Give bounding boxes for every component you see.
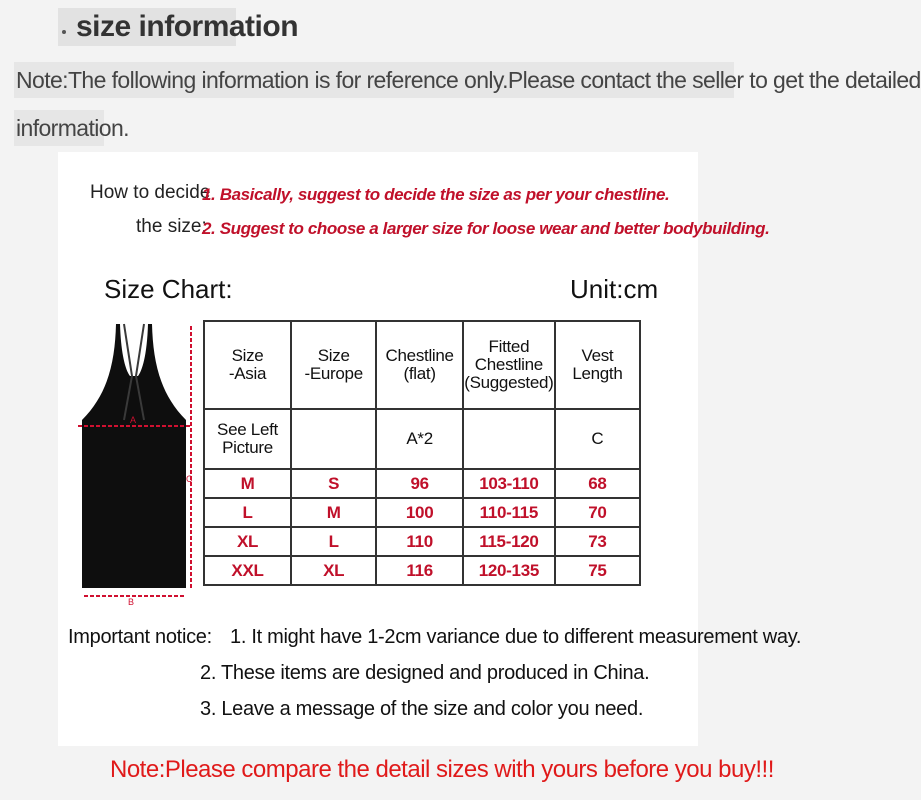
decide-label: How to decide (90, 182, 211, 203)
size-table (203, 320, 641, 586)
unit-label: Unit:cm (570, 274, 659, 304)
notice-item-2: 2. These items are designed and produced in China. (200, 662, 650, 684)
reference-note-line-1: Note:The following information is for reference only.Please contact the seller to get the detailed (16, 67, 921, 93)
bullet-icon (62, 30, 66, 34)
page-title: size information (76, 10, 299, 43)
table-cell: 73 (555, 527, 640, 556)
header-chestline: Chestline (flat) (376, 321, 463, 409)
table-cell: 100 (376, 498, 463, 527)
measure-letter-c: C (186, 474, 193, 484)
notice-item-1: 1. It might have 1-2cm variance due to different measurement way. (230, 626, 802, 648)
table-cell: 115-120 (463, 527, 555, 556)
tank-top-silhouette (82, 324, 186, 588)
notice-item-3: 3. Leave a message of the size and color you need. (200, 698, 644, 720)
measure-letter-b: B (128, 597, 135, 607)
table-cell: XL (204, 527, 291, 556)
table-row (204, 469, 640, 498)
table-header-row (204, 321, 640, 409)
table-cell: 75 (555, 556, 640, 585)
table-cell: A*2 (376, 409, 463, 469)
table-cell: M (291, 498, 376, 527)
table-cell: 110-115 (463, 498, 555, 527)
table-cell: 110 (376, 527, 463, 556)
table-cell: L (291, 527, 376, 556)
table-cell: 103-110 (463, 469, 555, 498)
tank-top-diagram (74, 316, 194, 606)
table-measure-row (204, 409, 640, 469)
table-cell (463, 409, 555, 469)
decide-item-1: 1. Basically, suggest to decide the size as per your chestline. (202, 185, 670, 204)
table-row (204, 527, 640, 556)
header-size-asia: Size -Asia (204, 321, 291, 409)
table-cell: 120-135 (463, 556, 555, 585)
header-fitted-chestline: Fitted Chestline (Suggested) (463, 321, 555, 409)
table-cell: 70 (555, 498, 640, 527)
table-row (204, 556, 640, 585)
table-cell: XL (291, 556, 376, 585)
table-cell: 96 (376, 469, 463, 498)
table-row (204, 498, 640, 527)
measure-letter-a: A (130, 415, 137, 425)
table-cell (291, 409, 376, 469)
size-chart-label: Size Chart: (104, 274, 233, 304)
table-cell: S (291, 469, 376, 498)
decide-item-2: 2. Suggest to choose a larger size for loose wear and better bodybuilding. (202, 219, 770, 238)
table-cell: 68 (555, 469, 640, 498)
table-cell: L (204, 498, 291, 527)
table-cell: M (204, 469, 291, 498)
notice-label: Important notice: (68, 626, 212, 648)
table-cell: 116 (376, 556, 463, 585)
reference-note-line-2: information. (16, 115, 129, 141)
decide-label-size: the size: (136, 216, 207, 237)
table-cell: XXL (204, 556, 291, 585)
table-cell: See Left Picture (204, 409, 291, 469)
header-vest-length: Vest Length (555, 321, 640, 409)
compare-sizes-note: Note:Please compare the detail sizes with yours before you buy!!! (110, 756, 774, 783)
header-size-europe: Size -Europe (291, 321, 376, 409)
table-cell: C (555, 409, 640, 469)
